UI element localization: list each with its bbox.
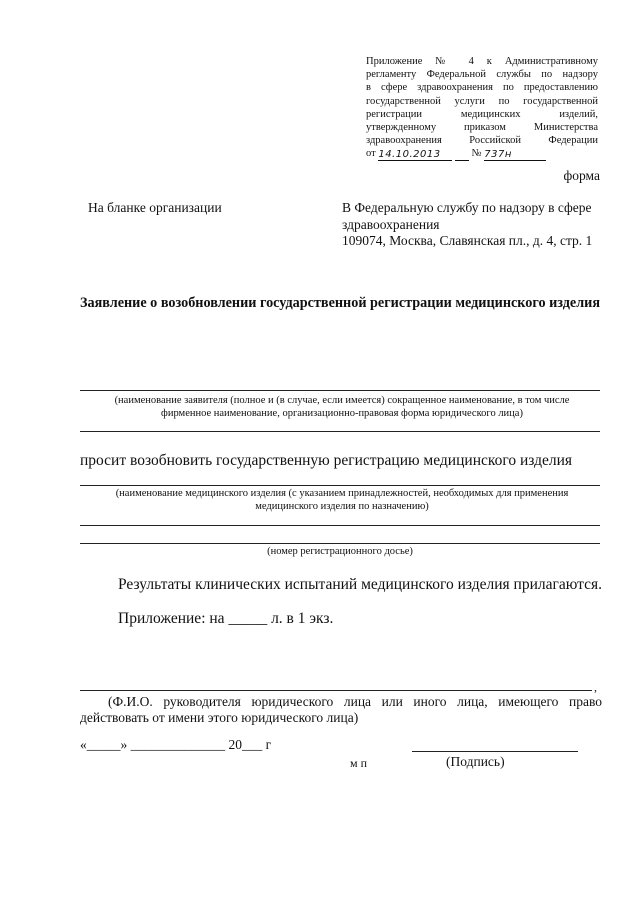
dossier-fill-line [80,543,600,544]
form-label: форма [563,168,600,183]
appendix-block [366,55,598,161]
head-fill-line [80,690,592,691]
device-fill-line [80,485,600,486]
document-title: Заявление о возобновлении государственной регистрации медицинского изделия [80,295,601,311]
addressee-line: В Федеральную службу по надзору в сфере [342,200,592,215]
stamp-label: м п [350,756,368,770]
device-fill-line-2 [80,525,600,526]
order-date-field [378,148,452,161]
appendix-line: регламенту Федеральной службы по надзору [366,69,598,81]
request-text: просит возобновить государственную регистрацию медицинского изделия [80,452,573,469]
appendix-line: в сфере здравоохранения по предоставлению [366,82,598,94]
appendix-line: регистрации медицинских изделий, [366,108,598,120]
signature-fill-line [412,751,578,752]
appendix-line: государственной услуги по государственной [366,95,598,107]
addressee-line: здравоохранения [342,216,440,232]
comma-mark: , [594,680,597,694]
order-date: 14.10.2013 [378,148,441,160]
appendix-line: здравоохранения Российской Федерации [366,135,598,147]
appendix-order-line [366,147,598,160]
attachment-line [118,610,333,628]
attachment-suffix: л. в 1 экз. [271,610,334,627]
order-number-field [484,148,546,161]
attachment-pages-blank: _____ [228,610,268,627]
date-gap-line [455,148,469,161]
dossier-caption: (номер регистрационного досье) [267,546,413,557]
number-label: № [471,148,482,160]
signature-caption: (Подпись) [446,754,505,769]
appendix-line: утвержденному приказом Министерства [366,122,598,134]
applicant-caption: (наименование заявителя (полное и (в случае, если имеется) сокращенное наименование, в том числе фирменное наименование, организационно-правовая форма юридического лица) [114,395,570,419]
from-label: от [366,148,376,160]
attachment-prefix: Приложение: на [118,610,225,627]
order-number: 737н [484,148,512,160]
date-line: «_____» ______________ 20___ г [80,737,272,752]
appendix-line: Приложение № 4 к Административному [366,56,598,67]
applicant-fill-line-2 [80,431,600,432]
results-text: Результаты клинических испытаний медицинского изделия прилагаются. [118,576,602,593]
on-blank-label: На бланке организации [88,200,222,215]
device-caption: (наименование медицинского изделия (с указанием принадлежностей, необходимых для применения медицинского изделия по назначению) [115,488,569,512]
addressee-block [342,200,608,250]
addressee-address: 109074, Москва, Славянская пл., д. 4, стр. 1 [342,233,593,248]
applicant-fill-line [80,390,600,391]
head-caption: (Ф.И.О. руководителя юридического лица или иного лица, имеющего право действовать от имени этого юридического лица) [80,694,602,725]
